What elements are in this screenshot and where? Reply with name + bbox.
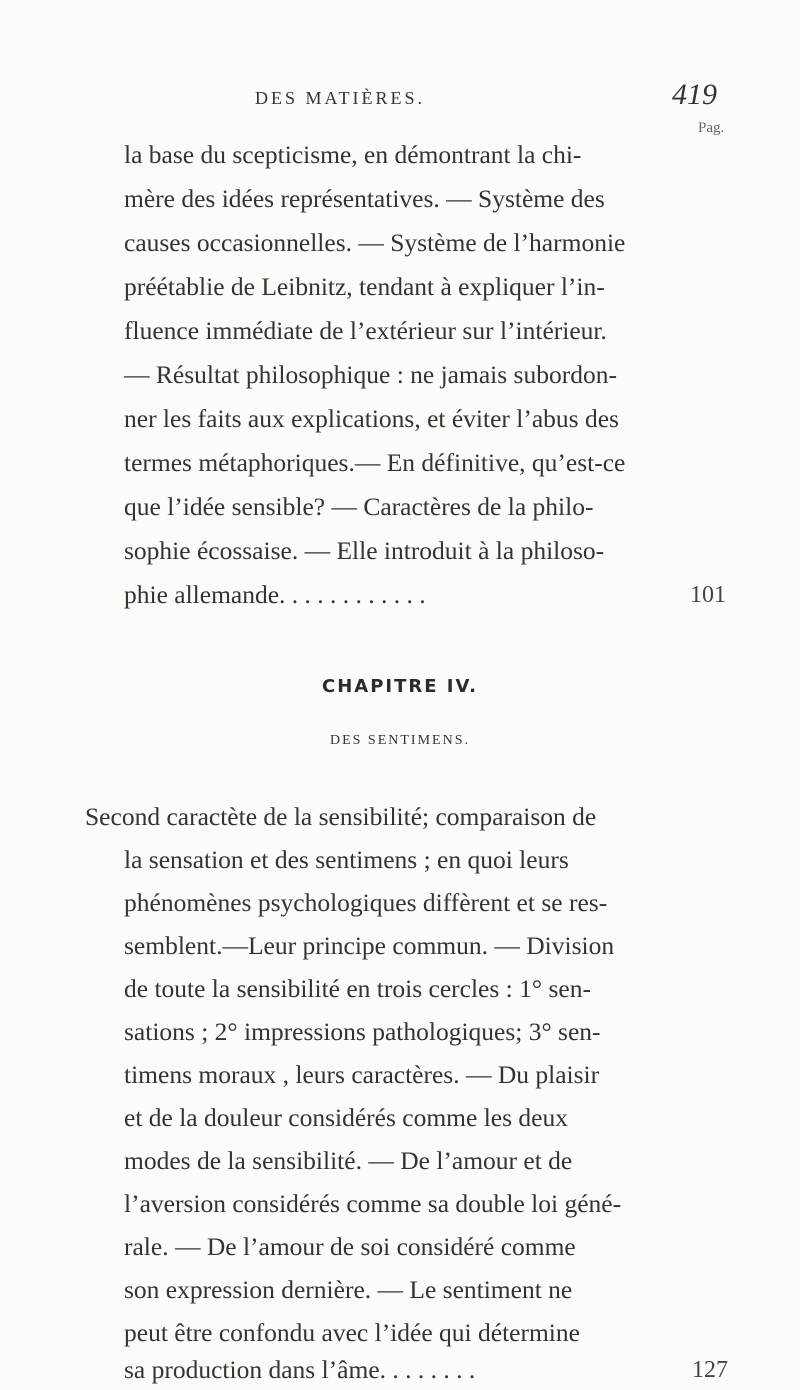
toc-line: semblent.—Leur principe commun. — Division: [124, 931, 615, 960]
running-head: DES MATIÈRES.: [255, 88, 426, 108]
toc-line: modes de la sensibilité. — De l’amour et de: [124, 1146, 573, 1175]
toc-line: phie allemande. . . . . . . . . . . .: [124, 580, 426, 609]
toc-line: la base du scepticisme, en démontrant la chi-: [124, 140, 582, 169]
toc-line: que l’idée sensible? — Caractères de la philo-: [124, 492, 594, 521]
toc-line: — Résultat philosophique : ne jamais subordon-: [124, 360, 617, 389]
toc-line: timens moraux , leurs caractères. — Du plaisir: [124, 1060, 600, 1089]
pag-column-label: Pag.: [698, 120, 725, 136]
toc-line: l’aversion considérés comme sa double loi géné-: [124, 1189, 622, 1218]
toc-line: de toute la sensibilité en trois cercles : 1° sen-: [124, 974, 591, 1003]
toc-line: sophie écossaise. — Elle introduit à la philoso-: [124, 536, 605, 565]
toc-line: termes métaphoriques.— En définitive, qu’est-ce: [124, 448, 626, 477]
toc-line: causes occasionnelles. — Système de l’harmonie: [124, 228, 626, 257]
toc-line: phénomènes psychologiques diffèrent et se res-: [124, 888, 608, 917]
toc-line: fluence immédiate de l’extérieur sur l’intérieur.: [124, 316, 607, 345]
toc-line: la sensation et des sentimens ; en quoi leurs: [124, 845, 569, 874]
toc-line: rale. — De l’amour de soi considéré comme: [124, 1232, 576, 1261]
toc-page-number: 101: [690, 582, 726, 608]
toc-line: Second caractète de la sensibilité; comparaison de: [85, 802, 597, 831]
toc-line: peut être confondu avec l’idée qui détermine: [124, 1318, 580, 1347]
toc-line: son expression dernière. — Le sentiment ne: [124, 1275, 573, 1304]
toc-line: et de la douleur considérés comme les deux: [124, 1103, 568, 1132]
chapter-title: CHAPITRE IV.: [322, 676, 478, 697]
chapter-subtitle: DES SENTIMENS.: [329, 733, 470, 748]
toc-line: sa production dans l’âme. . . . . . . .: [124, 1355, 476, 1384]
toc-page-number: 127: [692, 1357, 728, 1383]
toc-line: ner les faits aux explications, et éviter l’abus des: [124, 404, 619, 433]
toc-line: mère des idées représentatives. — Système des: [124, 184, 605, 213]
toc-line: sations ; 2° impressions pathologiques; 3° sen-: [124, 1017, 601, 1046]
toc-line: préétablie de Leibnitz, tendant à expliquer l’in-: [124, 272, 605, 301]
page-folio: 419: [672, 78, 717, 111]
